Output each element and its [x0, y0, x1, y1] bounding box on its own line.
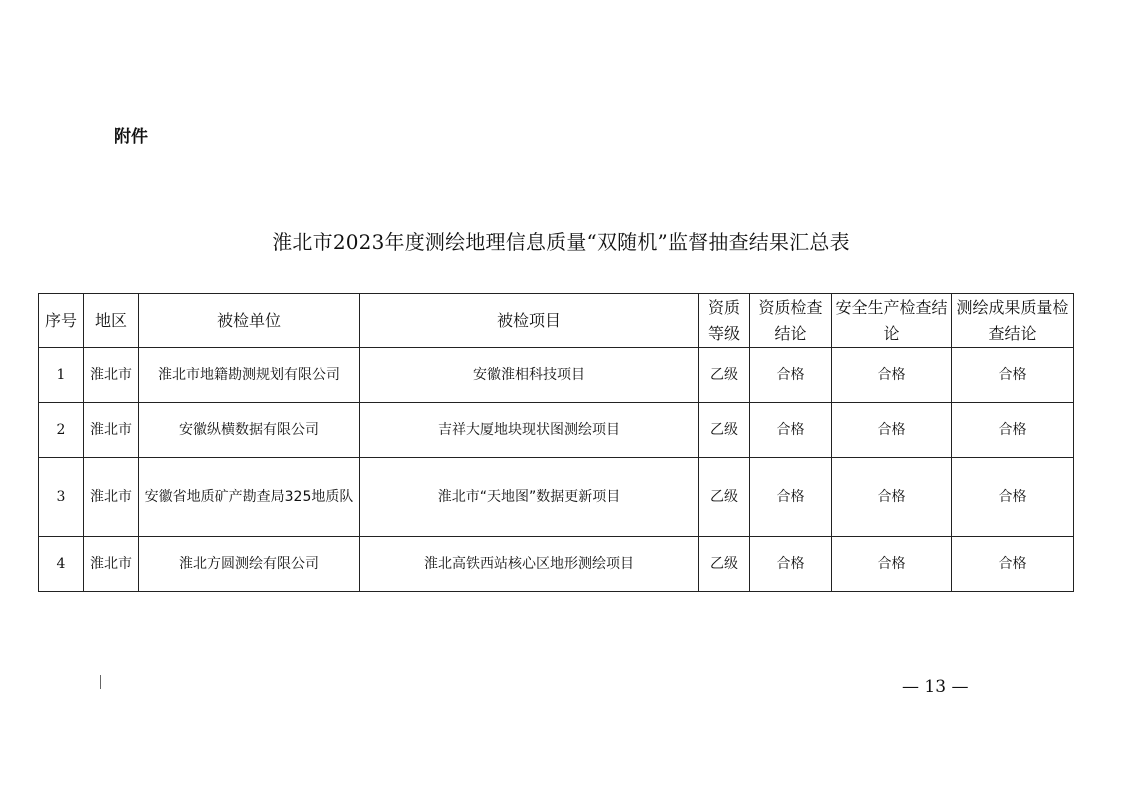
cell-unit: 安徽纵横数据有限公司	[139, 403, 360, 458]
cell-project: 安徽淮相科技项目	[360, 348, 699, 403]
page-number: — 13 —	[902, 677, 969, 697]
attachment-label: 附件	[114, 127, 148, 147]
cell-quality-result: 合格	[952, 403, 1074, 458]
margin-marker	[100, 675, 101, 689]
cell-index: 2	[39, 403, 84, 458]
header-project: 被检项目	[360, 294, 699, 348]
cell-unit: 安徽省地质矿产勘查局325地质队	[139, 458, 360, 537]
cell-project: 淮北高铁西站核心区地形测绘项目	[360, 537, 699, 592]
cell-level: 乙级	[699, 537, 750, 592]
cell-region: 淮北市	[84, 537, 139, 592]
cell-quality-result: 合格	[952, 537, 1074, 592]
cell-level: 乙级	[699, 403, 750, 458]
header-qualification-result: 资质检查结论	[750, 294, 832, 348]
cell-safety-result: 合格	[832, 403, 952, 458]
table-row	[39, 403, 1074, 458]
table-row	[39, 537, 1074, 592]
cell-qualification-result: 合格	[750, 348, 832, 403]
cell-project: 吉祥大厦地块现状图测绘项目	[360, 403, 699, 458]
cell-level: 乙级	[699, 458, 750, 537]
cell-index: 3	[39, 458, 84, 537]
cell-quality-result: 合格	[952, 458, 1074, 537]
cell-index: 1	[39, 348, 84, 403]
cell-safety-result: 合格	[832, 348, 952, 403]
header-region: 地区	[84, 294, 139, 348]
header-qualification-level: 资质等级	[699, 294, 750, 348]
table-row	[39, 348, 1074, 403]
header-safety-result: 安全生产检查结论	[832, 294, 952, 348]
document-title: 淮北市2023年度测绘地理信息质量“双随机”监督抽查结果汇总表	[272, 230, 850, 254]
cell-region: 淮北市	[84, 403, 139, 458]
cell-qualification-result: 合格	[750, 458, 832, 537]
cell-qualification-result: 合格	[750, 537, 832, 592]
cell-quality-result: 合格	[952, 348, 1074, 403]
cell-unit: 淮北市地籍勘测规划有限公司	[139, 348, 360, 403]
cell-safety-result: 合格	[832, 458, 952, 537]
table-header-row	[39, 294, 1074, 348]
cell-level: 乙级	[699, 348, 750, 403]
results-table	[38, 293, 1074, 592]
cell-index: 4	[39, 537, 84, 592]
cell-region: 淮北市	[84, 458, 139, 537]
header-unit: 被检单位	[139, 294, 360, 348]
table-row	[39, 458, 1074, 537]
cell-qualification-result: 合格	[750, 403, 832, 458]
cell-project: 淮北市“天地图”数据更新项目	[360, 458, 699, 537]
header-quality-result: 测绘成果质量检查结论	[952, 294, 1074, 348]
cell-unit: 淮北方圆测绘有限公司	[139, 537, 360, 592]
cell-safety-result: 合格	[832, 537, 952, 592]
cell-region: 淮北市	[84, 348, 139, 403]
header-index: 序号	[39, 294, 84, 348]
